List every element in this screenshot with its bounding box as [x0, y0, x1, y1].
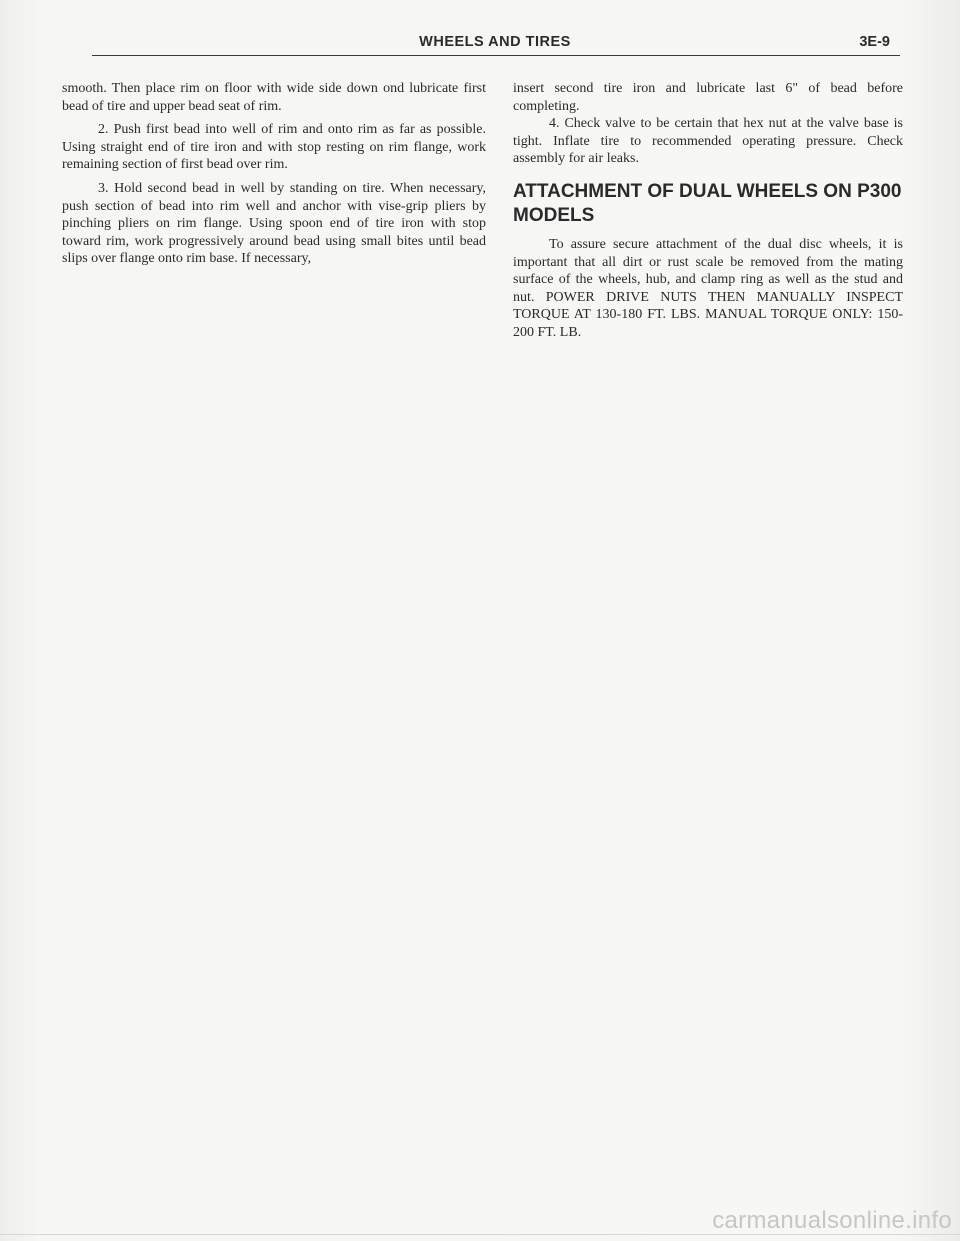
page-number: 3E-9	[859, 34, 890, 50]
step-2-paragraph: 2. Push first bead into well of rim and onto rim as far as possible. Using straight end of tire iron and with stop resting on rim flange, work remaining section of first bead over rim.	[62, 122, 486, 173]
paragraph: smooth. Then place rim on floor with wide side down ond lubricate first bead of tire and upper bead seat of rim.	[62, 81, 486, 114]
watermark: carmanualsonline.info	[712, 1207, 952, 1234]
left-column	[62, 80, 486, 268]
section-title: WHEELS AND TIRES	[419, 34, 571, 50]
step-3-paragraph: 3. Hold second bead in well by standing on tire. When necessary, push section of bead into rim well and anchor with vise-grip pliers by pinching pliers on rim flange. Using spoon end of tire iron with stop toward rim, work progressively around bead using small bites until bead slips over flange onto rim base. If necessary,	[62, 180, 486, 267]
header-rule	[92, 55, 900, 56]
paragraph: insert second tire iron and lubricate last 6" of bead before completing.	[513, 81, 903, 114]
right-column	[513, 80, 903, 342]
section-heading: ATTACHMENT OF DUAL WHEELS ON P300 MODELS	[513, 180, 902, 226]
step-4-paragraph: 4. Check valve to be certain that hex nut at the valve base is tight. Inflate tire to recommended operating pressure. Check assembly for air leaks.	[513, 116, 903, 167]
dual-wheels-paragraph: To assure secure attachment of the dual disc wheels, it is important that all dirt or rust scale be removed from the mating surface of the wheels, hub, and clamp ring as well as the stud and nut. POWER DRIVE NUTS THEN MANUALLY INSPECT TORQUE AT 130-180 FT. LBS. MANUAL TORQUE ONLY: 150-200 FT. LB.	[513, 236, 903, 340]
page-header	[90, 32, 900, 56]
